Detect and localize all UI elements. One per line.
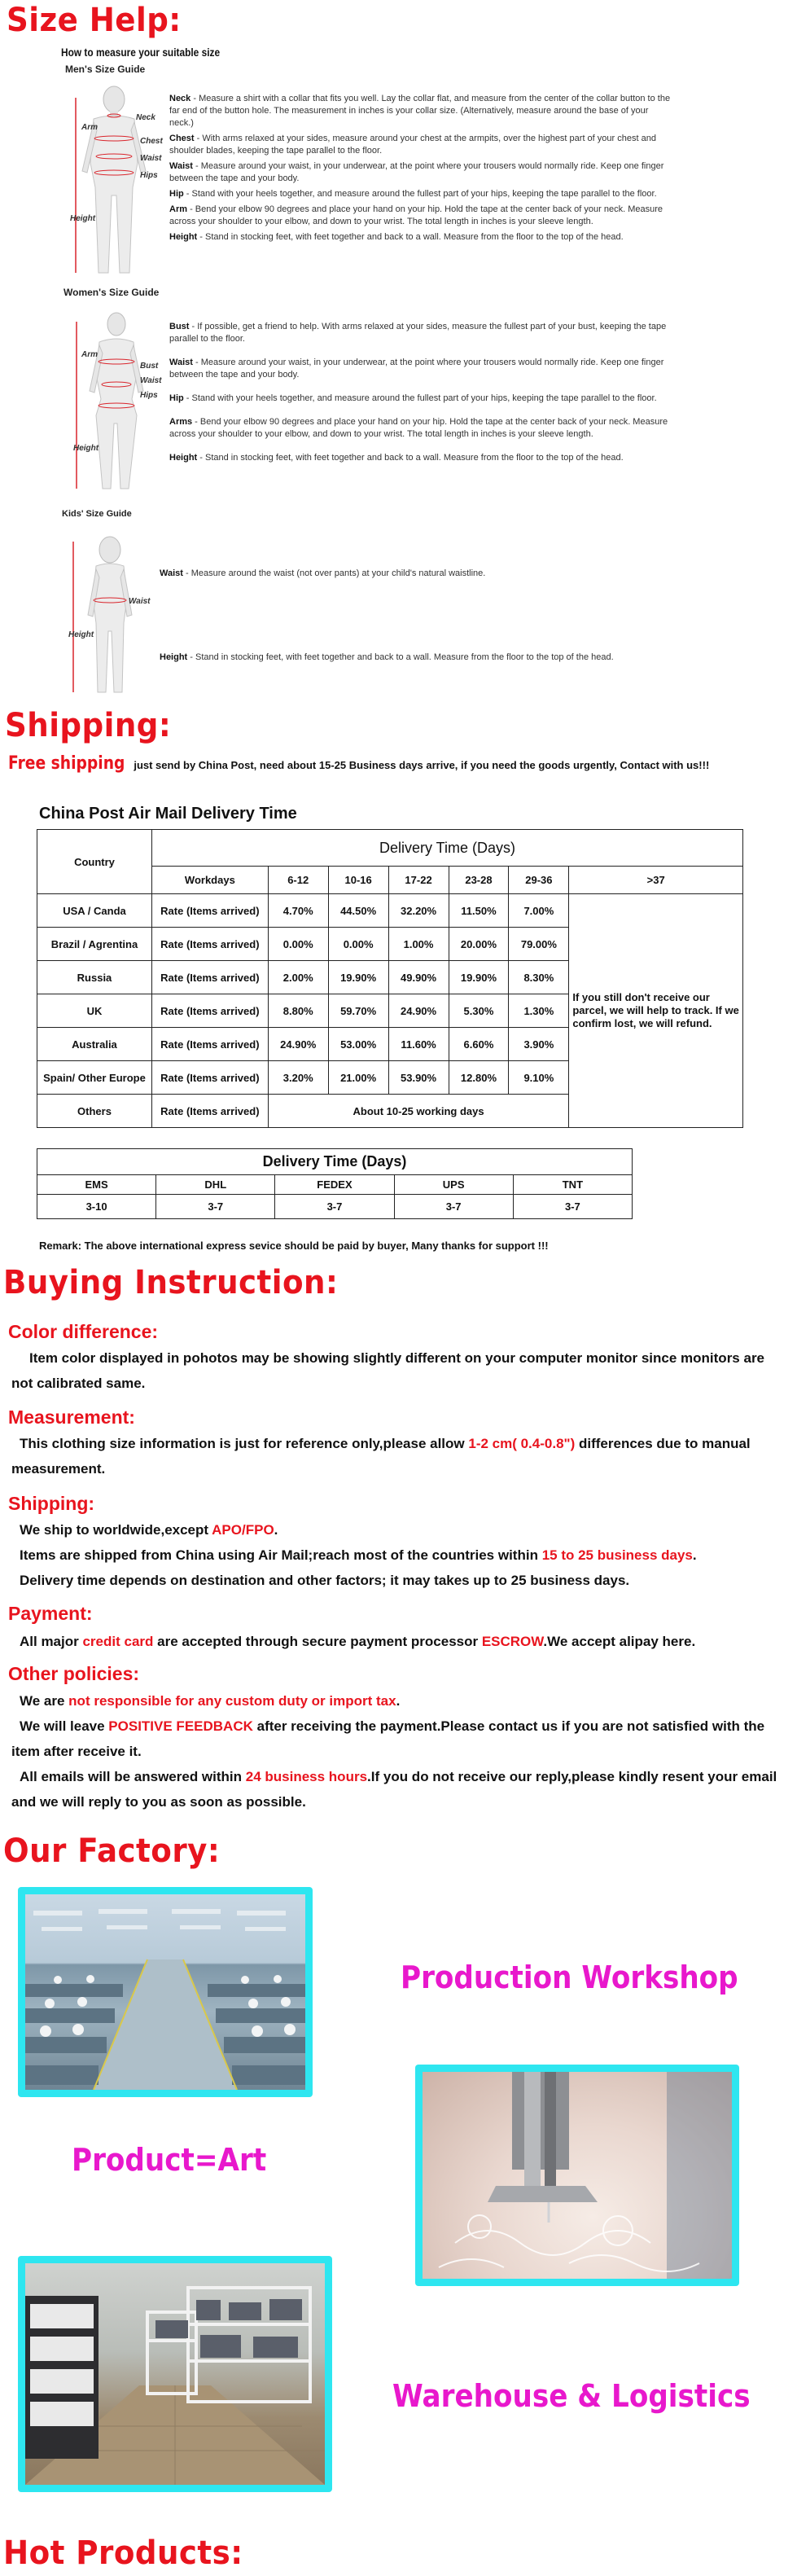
table-cell: 53.90% [388, 1061, 449, 1095]
table-col-header: 29-36 [509, 867, 569, 894]
women-item-term: Waist [169, 358, 193, 367]
shipping-policy-text [20, 1517, 785, 1593]
our-factory-title: Our Factory: [3, 1832, 221, 1870]
table-cell-country: Spain/ Other Europe [37, 1061, 152, 1095]
kids-guide-heading: Kids' Size Guide [62, 509, 132, 519]
ship-line2-hl: 15 to 25 business days [541, 1547, 693, 1563]
sewing-machine-icon [423, 2072, 732, 2279]
women-label-arm: Arm [81, 350, 99, 359]
free-shipping-text: just send by China Post, need about 15-25 Business days arrive, if you need the goods urgently, Contact with us!!! [130, 759, 710, 771]
men-guide-heading: Men's Size Guide [65, 64, 146, 75]
men-item-desc: - Measure a shirt with a collar that fits you well. Lay the collar flat, and measure from the center of the collar button to the far end of the button hole. The measurement in inches is your collar size. (Alternatively, measure around the base of your neck.) [169, 94, 671, 128]
production-workshop-caption: Production Workshop [401, 1959, 738, 1995]
product-art-caption: Product=Art [72, 2142, 267, 2178]
men-label-chest: Chest [140, 137, 163, 146]
warehouse-shelves-icon [25, 2263, 325, 2485]
other-policies-heading: Other policies: [8, 1663, 140, 1684]
men-label-height: Height [70, 214, 96, 223]
table-cell: 7.00% [509, 894, 569, 928]
men-item-term: Waist [169, 161, 193, 171]
measurement-highlight: 1-2 cm( 0.4-0.8") [468, 1436, 576, 1451]
table-cell: 11.60% [388, 1028, 449, 1061]
table-col-header: >37 [569, 867, 743, 894]
women-item-term: Hip [169, 393, 184, 403]
table-col-header: 10-16 [328, 867, 388, 894]
table-cell: 3.20% [268, 1061, 328, 1095]
embroidery-photo [423, 2072, 732, 2279]
embroidery-photo-frame [415, 2065, 739, 2286]
payment-pre: All major [20, 1634, 83, 1649]
ship-line1-post: . [274, 1522, 278, 1538]
kids-item-term: Height [160, 652, 188, 662]
table-cell: 19.90% [328, 961, 388, 994]
women-label-bust: Bust [140, 362, 159, 371]
men-item-desc: - Stand in stocking feet, with feet together and back to a wall. Measure from the floor to the top of the head. [197, 232, 624, 242]
table-cell-label: Rate (Items arrived) [151, 928, 268, 961]
table-cell: 6.60% [449, 1028, 509, 1061]
express-carrier: FEDEX [275, 1175, 394, 1195]
other-policies-text [11, 1688, 785, 1815]
measurement-heading: Measurement: [8, 1406, 135, 1428]
table-header-country: Country [37, 830, 152, 894]
table-cell: 0.00% [328, 928, 388, 961]
free-shipping-label: Free shipping [8, 753, 125, 774]
women-item-term: Height [169, 453, 198, 463]
ship-line1-pre: We ship to worldwide,except [20, 1522, 212, 1538]
table-header-delivery: Delivery Time (Days) [151, 830, 742, 867]
policy3-hl: 24 business hours [245, 1769, 368, 1784]
express-time: 3-7 [156, 1195, 275, 1219]
women-guide-heading: Women's Size Guide [63, 287, 160, 298]
policy1-hl: not responsible for any custom duty or import tax [68, 1693, 396, 1709]
table-cell-others: About 10-25 working days [268, 1095, 569, 1128]
express-time: 3-7 [275, 1195, 394, 1219]
table-cell: 4.70% [268, 894, 328, 928]
table-cell-label: Rate (Items arrived) [151, 1028, 268, 1061]
table-cell-country: UK [37, 994, 152, 1028]
table-cell-country: Australia [37, 1028, 152, 1061]
express-carrier: UPS [394, 1175, 513, 1195]
measurement-pre: This clothing size information is just for reference only,please allow [20, 1436, 469, 1451]
women-item-desc: - Stand with your heels together, and measure around the fullest part of your hips, keeping the tape parallel to the floor. [183, 393, 657, 403]
women-mannequin-figure [72, 309, 161, 493]
express-carrier: TNT [513, 1175, 632, 1195]
size-help-title: Size Help: [7, 2, 182, 39]
warehouse-logistics-caption: Warehouse & Logistics [392, 2378, 751, 2414]
workshop-scene-icon [25, 1894, 305, 2090]
express-carrier: EMS [37, 1175, 156, 1195]
kids-label-waist: Waist [129, 597, 151, 606]
table-cell: 1.30% [509, 994, 569, 1028]
payment-mid: are accepted through secure payment processor [153, 1634, 482, 1649]
express-time: 3-10 [37, 1195, 156, 1219]
measurement-text [11, 1431, 777, 1481]
table-cell: 53.00% [328, 1028, 388, 1061]
women-label-waist: Waist [140, 376, 162, 385]
kids-guide-height [160, 652, 664, 664]
women-item-desc: - If possible, get a friend to help. With arms relaxed at your sides, measure the fullest part of your bust, keeping the tape parallel to the floor. [169, 322, 667, 344]
table-cell: 24.90% [388, 994, 449, 1028]
express-delivery-table [37, 1148, 633, 1219]
shipping-title: Shipping: [5, 707, 172, 744]
table-cell: 12.80% [449, 1061, 509, 1095]
policy2-hl: POSITIVE FEEDBACK [108, 1718, 253, 1734]
women-mannequin-icon [72, 309, 161, 493]
table-cell: 59.70% [328, 994, 388, 1028]
table-cell: 5.30% [449, 994, 509, 1028]
table-row [37, 894, 743, 928]
policy2-pre: We will leave [20, 1718, 109, 1734]
kids-guide-waist [160, 568, 664, 580]
payment-post: .We accept alipay here. [543, 1634, 696, 1649]
table-cell-label: Rate (Items arrived) [151, 894, 268, 928]
ship-line2-post: . [692, 1547, 697, 1563]
color-difference-text: Item color displayed in pohotos may be showing slightly different on your computer monitor since monitors are not calibrated same. [11, 1350, 765, 1391]
table-col-header: 23-28 [449, 867, 509, 894]
men-item-desc: - Bend your elbow 90 degrees and place your hand on your hip. Hold the tape at the center back of your neck. Measure across your shoulder to your elbow, and down to your wrist. The total length in inches is your sleeve length. [169, 204, 663, 226]
free-shipping-line [8, 753, 790, 774]
ship-line1-hl: APO/FPO [212, 1522, 274, 1538]
shipping-policy-heading: Shipping: [8, 1493, 95, 1514]
women-label-hips: Hips [140, 391, 158, 400]
airmail-table-title: China Post Air Mail Delivery Time [39, 805, 297, 823]
table-col-header: 17-22 [388, 867, 449, 894]
table-cell: 9.10% [509, 1061, 569, 1095]
policy1-post: . [396, 1693, 401, 1709]
table-side-note: If you still don't receive our parcel, we will help to track. If we confirm lost, we will refund. [569, 894, 743, 1128]
ship-line3: Delivery time depends on destination and other factors; it may takes up to 25 business days. [20, 1573, 630, 1588]
express-time: 3-7 [394, 1195, 513, 1219]
express-carrier: DHL [156, 1175, 275, 1195]
men-label-arm: Arm [81, 123, 99, 132]
table-cell-country: USA / Canda [37, 894, 152, 928]
table-cell-label: Rate (Items arrived) [151, 994, 268, 1028]
table-cell: 8.80% [268, 994, 328, 1028]
airmail-delivery-table [37, 829, 743, 1128]
policy3-post: .If you do not receive our reply,please kindly resent your email and we will reply to you as soon as possible. [11, 1769, 777, 1810]
table-cell-country: Brazil / Agrentina [37, 928, 152, 961]
table-cell: 19.90% [449, 961, 509, 994]
workshop-photo-frame [18, 1887, 313, 2097]
table-cell: 79.00% [509, 928, 569, 961]
kids-item-desc: - Measure around the waist (not over pants) at your child's natural waistline. [182, 568, 486, 578]
payment-hl-credit: credit card [82, 1634, 154, 1649]
table-cell-label: Rate (Items arrived) [151, 961, 268, 994]
table-cell: 49.90% [388, 961, 449, 994]
table-cell: 24.90% [268, 1028, 328, 1061]
table-cell: 21.00% [328, 1061, 388, 1095]
table-cell: 0.00% [268, 928, 328, 961]
kids-mannequin-icon [65, 533, 155, 696]
women-item-term: Arms [169, 417, 193, 427]
table-cell-country: Russia [37, 961, 152, 994]
table-cell-country: Others [37, 1095, 152, 1128]
express-table-title: Delivery Time (Days) [37, 1149, 633, 1175]
table-cell: 11.50% [449, 894, 509, 928]
men-item-term: Arm [169, 204, 188, 214]
workshop-photo [25, 1894, 305, 2090]
color-difference-heading: Color difference: [8, 1321, 159, 1342]
policy2-post: after receiving the payment.Please contact us if you are not satisfied with the item after receive it. [11, 1718, 765, 1759]
table-cell: 20.00% [449, 928, 509, 961]
policy3-pre: All emails will be answered within [20, 1769, 246, 1784]
table-cell: 2.00% [268, 961, 328, 994]
table-cell: 1.00% [388, 928, 449, 961]
table-cell: 3.90% [509, 1028, 569, 1061]
women-item-desc: - Bend your elbow 90 degrees and place your hand on your hip. Hold the tape at the center back of your neck. Measure across your shoulder to your elbow, and down to your wrist. The total length in inches is your sleeve length. [169, 417, 668, 439]
women-item-term: Bust [169, 322, 190, 331]
women-label-height: Height [73, 444, 99, 453]
men-label-neck: Neck [136, 113, 155, 122]
kids-item-term: Waist [160, 568, 183, 578]
table-cell-label: Rate (Items arrived) [151, 1095, 268, 1128]
buying-instruction-title: Buying Instruction: [3, 1264, 339, 1301]
men-item-desc: - Stand with your heels together, and measure around the fullest part of your hips, keeping the tape parallel to the floor. [183, 189, 657, 199]
measurement-post: differences due to manual measurement. [11, 1436, 751, 1477]
table-cell-label: Rate (Items arrived) [151, 1061, 268, 1095]
ship-line2-pre: Items are shipped from China using Air Mail;reach most of the countries within [20, 1547, 542, 1563]
women-guide-text [169, 321, 690, 464]
men-label-waist: Waist [140, 154, 162, 163]
warehouse-photo [25, 2263, 325, 2485]
payment-heading: Payment: [8, 1603, 93, 1624]
men-item-term: Hip [169, 189, 184, 199]
men-item-desc: - Measure around your waist, in your underwear, at the point where your trousers would normally ride. Keep one finger between the tape and your body. [169, 161, 664, 183]
kids-mannequin-figure [65, 533, 155, 696]
men-guide-text [169, 93, 674, 244]
policy1-pre: We are [20, 1693, 69, 1709]
table-cell: 8.30% [509, 961, 569, 994]
payment-hl-escrow: ESCROW [481, 1634, 544, 1649]
hot-products-title: Hot Products: [3, 2534, 243, 2572]
kids-item-desc: - Stand in stocking feet, with feet together and back to a wall. Measure from the floor to the top of the head. [187, 652, 614, 662]
table-col-header: Workdays [151, 867, 268, 894]
table-cell: 44.50% [328, 894, 388, 928]
table-cell: 32.20% [388, 894, 449, 928]
men-item-desc: - With arms relaxed at your sides, measure around your chest at the armpits, over the highest part of your chest and shoulder blades, keeping the tape parallel to the floor. [169, 134, 656, 156]
men-label-hips: Hips [140, 171, 158, 180]
women-item-desc: - Stand in stocking feet, with feet together and back to a wall. Measure from the floor to the top of the head. [197, 453, 624, 463]
express-time: 3-7 [513, 1195, 632, 1219]
size-help-subtitle: How to measure your suitable size [61, 46, 221, 59]
warehouse-photo-frame [18, 2256, 332, 2492]
men-item-term: Neck [169, 94, 191, 103]
men-item-term: Height [169, 232, 198, 242]
shipping-remark: Remark: The above international express sevice should be paid by buyer, Many thanks for support !!! [39, 1240, 549, 1252]
table-col-header: 6-12 [268, 867, 328, 894]
payment-text [20, 1629, 785, 1654]
men-item-term: Chest [169, 134, 195, 143]
women-item-desc: - Measure around your waist, in your underwear, at the point where your trousers would normally ride. Keep one finger between the tape and your body. [169, 358, 664, 380]
kids-label-height: Height [68, 630, 94, 639]
